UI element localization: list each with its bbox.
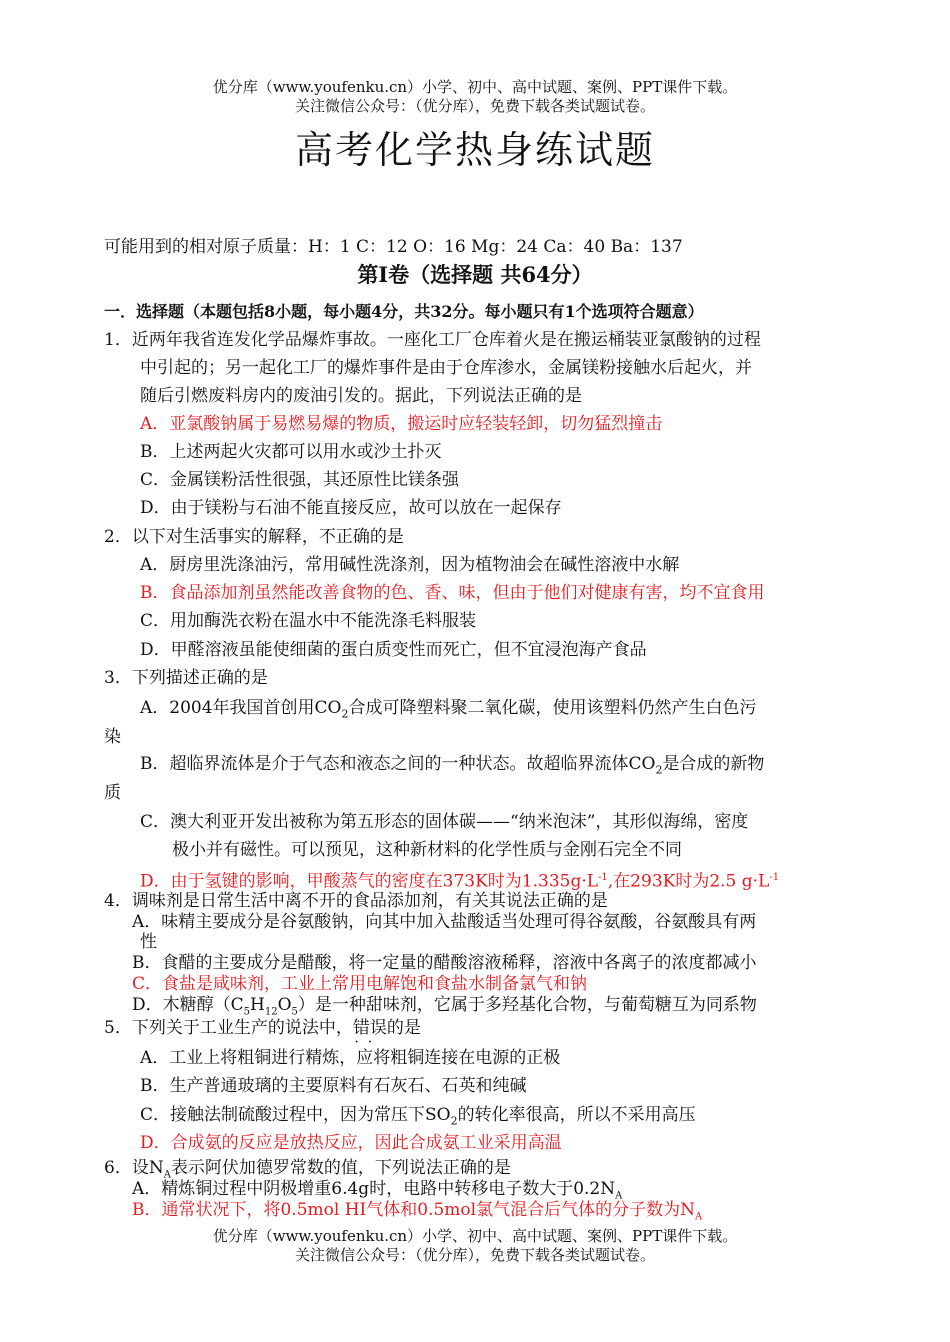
q3-stem: 3．下列描述正确的是 [104, 668, 268, 688]
q3-option-a: A．2004年我国首创用$CO_2$合成可降塑料聚二氧化碳，使用该塑料仍然产生白色污 [140, 698, 757, 721]
footer-line-2: 关注微信公众号：（优分库），免费下载各类试题试卷。 [294, 1246, 655, 1264]
q1-option-a: A．亚氯酸钠属于易燃易爆的物质，搬运时应轻装轻卸，切勿猛烈撞击 [140, 414, 663, 434]
section-instructions: 一．选择题（本题包括8小题，每小题4分，共32分。每小题只有1个选项符合题意） [104, 302, 704, 321]
q4-option-d: D．木糖醇$(C_5H_{12}O_5)$是一种甜味剂，它属于多羟基化合物，与葡萄糖互为同系物 [132, 995, 757, 1018]
q3-option-b-cont: 质 [104, 783, 121, 803]
q2-stem: 2．以下对生活事实的解释，不正确的是 [104, 527, 404, 547]
header-line-2: 关注微信公众号：（优分库），免费下载各类试题试卷。 [294, 97, 655, 115]
atomic-masses: 可能用到的相对原子质量：H：1 C：12 O：16 Mg：24 Ca：40 Ba：137 [104, 237, 683, 257]
q3-option-b: B．超临界流体是介于气态和液态之间的一种状态。故超临界流体$CO_2$是合成的新物 [140, 754, 765, 777]
q1-stem-3: 随后引燃废料房内的废油引发的。据此，下列说法正确的是 [140, 386, 582, 406]
header-line-1: 优分库（www.youfenku.cn）小学、初中、高中试题、案例、PPT课件下载。 [212, 78, 738, 96]
q4-option-a-1: A．味精主要成分是谷氨酸钠，向其中加入盐酸适当处理可得谷氨酸，谷氨酸具有两 [132, 912, 757, 932]
q4-option-a-2: 性 [140, 932, 157, 952]
q6-option-a: A．精炼铜过程中阴极增重6.4g时，电路中转移电子数大于$0.2N_A$ [132, 1179, 623, 1202]
q3-option-a-cont: 染 [104, 727, 121, 747]
q2-option-a: A．厨房里洗涤油污，常用碱性洗涤剂，因为植物油会在碱性溶液中水解 [140, 555, 680, 575]
q5-option-b: B．生产普通玻璃的主要原料有石灰石、石英和纯碱 [140, 1076, 527, 1096]
q2-option-c: C．用加酶洗衣粉在温水中不能洗涤毛料服装 [140, 611, 477, 631]
emphasis-marks: 错误 • • [353, 1018, 387, 1038]
q4-stem: 4．调味剂是日常生活中离不开的食品添加剂，有关其说法正确的是 [104, 891, 608, 911]
q1-option-d: D．由于镁粉与石油不能直接反应，故可以放在一起保存 [140, 498, 562, 518]
q1-option-b: B．上述两起火灾都可以用水或沙土扑灭 [140, 442, 442, 462]
q1-option-c: C．金属镁粉活性很强，其还原性比镁条强 [140, 470, 460, 490]
q5-option-d: D．合成氨的反应是放热反应，因此合成氨工业采用高温 [140, 1133, 562, 1153]
q6-stem: 6．设$N_A$表示阿伏加德罗常数的值，下列说法正确的是 [104, 1158, 511, 1181]
q4-option-b: B．食醋的主要成分是醋酸，将一定量的醋酸溶液稀释，溶液中各离子的浓度都减小 [132, 953, 757, 973]
page-title: 高考化学热身练试题 [294, 128, 655, 172]
q5-option-c: C．接触法制硫酸过程中，因为常压下$SO_2$的转化率很高，所以不采用高压 [140, 1105, 696, 1128]
q5-stem: 5．下列关于工业生产的说法中，错误 • •的是 [104, 1017, 421, 1039]
q6-option-b: B．通常状况下，将0.5mol HI气体和0.5mol氯气混合后气体的分子数为$N_A$ [132, 1200, 703, 1223]
footer-line-1: 优分库（www.youfenku.cn）小学、初中、高中试题、案例、PPT课件下载。 [212, 1227, 738, 1245]
q2-option-d: D．甲醛溶液虽能使细菌的蛋白质变性而死亡，但不宜浸泡海产食品 [140, 640, 647, 660]
q3-option-c-2: 极小并有磁性。可以预见，这种新材料的化学性质与金刚石完全不同 [172, 840, 682, 860]
q1-stem-1: 1．近两年我省连发化学品爆炸事故。一座化工厂仓库着火是在搬运桶装亚氯酸钠的过程 [104, 330, 761, 350]
q3-option-d: D．由于氢键的影响，甲酸蒸气的密度在373K时为$1.335g\cdot L^{-1}$,在293K时为2.5 $g\cdot L^{-1}$ [140, 871, 780, 892]
q5-option-a: A．工业上将粗铜进行精炼，应将粗铜连接在电源的正极 [140, 1048, 561, 1068]
q4-option-c: C．食盐是咸味剂，工业上常用电解饱和食盐水制备氯气和钠 [132, 974, 588, 994]
q3-option-c-1: C．澳大利亚开发出被称为第五形态的固体碳——“纳米泡沫”，其形似海绵，密度 [140, 812, 749, 832]
section-title: 第Ⅰ卷（选择题 共64分） [357, 262, 593, 287]
q2-option-b: B．食品添加剂虽然能改善食物的色、香、味，但由于他们对健康有害，均不宜食用 [140, 583, 765, 603]
q1-stem-2: 中引起的；另一起化工厂的爆炸事件是由于仓库渗水，金属镁粉接触水后起火，并 [140, 358, 752, 378]
